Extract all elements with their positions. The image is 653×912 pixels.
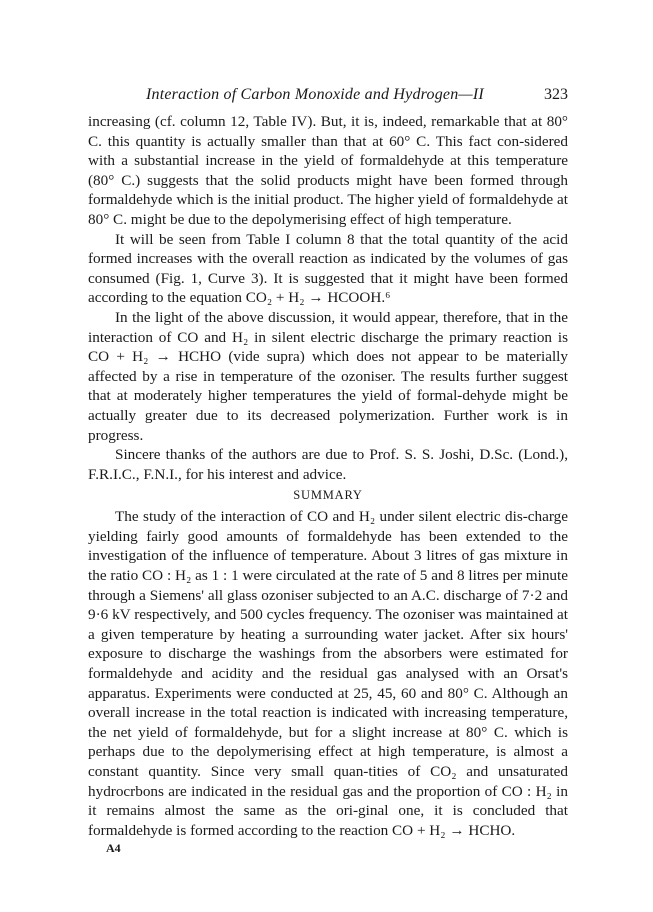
- running-header: [88, 86, 568, 112]
- signature-mark: A4: [106, 841, 121, 856]
- summary-paragraph: The study of the interaction of CO and H₂ under silent electric dis-charge yielding fairly good amounts of formaldehyde has been extended to the investigation of the influence of temperature. About 3 litres of gas mixture in the ratio CO : H₂ as 1 : 1 were circulated at the rate of 5 and 8 litres per minute through a Siemens' all glass ozoniser subjected to an A.C. discharge of 7·2 and 9·6 kV respectively, and 500 cycles frequency. The ozoniser was maintained at a given temperature by heating a surrounding water jacket. After six hours' exposure to discharge the washings from the absorbers were estimated for formaldehyde and acidity and the residual gas analysed with an Orsat's apparatus. Experiments were conducted at 25, 45, 60 and 80° C. Although an overall increase in the total reaction is indicated with increasing temperature, the net yield of formaldehyde, but for a slight increase at 80° C. which is perhaps due to the depolymerising effect at high temperature, is almost a constant quantity. Since very small quan-tities of CO₂ and unsaturated hydrocrbons are indicated in the residual gas and the proportion of CO : H₂ in it remains almost the same as the ori-ginal one, it is concluded that formaldehyde is formed according to the reaction CO + H₂ → HCHO.: [88, 508, 568, 839]
- body-paragraph-continued: increasing (cf. column 12, Table IV). But, it is, indeed, remarkable that at 80° C. this quantity is actually smaller than that at 60° C. This fact con-sidered with a substantial increase in the yield of formaldehyde at this temperature (80° C.) suggests that the solid products might have been formed through formaldehyde which is the initial product. The higher yield of formaldehyde at 80° C. might be due to the depolymerising effect of high temperature.: [88, 113, 568, 228]
- running-title: Interaction of Carbon Monoxide and Hydrogen—II: [146, 86, 484, 103]
- page: [88, 86, 568, 856]
- acknowledgement-paragraph: Sincere thanks of the authors are due to Prof. S. S. Joshi, D.Sc. (Lond.), F.R.I.C., F.N.I., for his interest and advice.: [88, 446, 568, 483]
- page-number: 323: [544, 86, 568, 103]
- body-paragraph-acid: It will be seen from Table I column 8 that the total quantity of the acid formed increases with the overall reaction as indicated by the volumes of gas consumed (Fig. 1, Curve 3). It is suggested that it might have been formed according to the equation CO₂ + H₂ → HCOOH.⁶: [88, 230, 568, 307]
- summary-heading: SUMMARY: [293, 488, 363, 503]
- body-paragraph-discussion: In the light of the above discussion, it would appear, therefore, that in the interaction of CO and H₂ in silent electric discharge the primary reaction is CO + H₂ → HCHO (vide supra) which does not appear to be materially affected by a rise in temperature of the ozoniser. The results further suggest that at moderately higher temperatures the yield of formal-dehyde might be actually greater due to its decreased polymerization. Further work is in progress.: [88, 308, 568, 444]
